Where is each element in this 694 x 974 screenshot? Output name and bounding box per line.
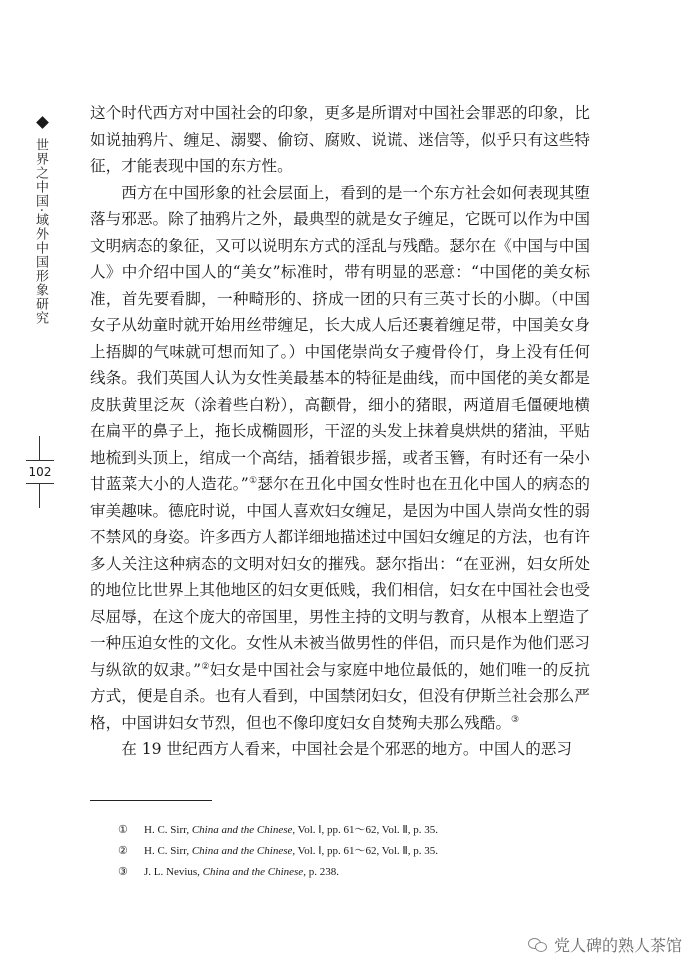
page-number-rule [26,460,54,461]
footnote-number: ③ [118,866,128,878]
body-text [90,100,590,763]
footnotes [118,820,598,883]
paragraph: 在 19 世纪西方人看来，中国社会是个邪恶的地方。中国人的恶习 [121,740,572,758]
section-marker-icon [36,116,49,129]
footnote-divider [90,800,212,801]
footnote-ref[interactable]: ③ [511,714,520,725]
watermark [528,933,682,956]
page-number-rule [39,484,40,508]
paragraph: 这个时代西方对中国社会的印象，更多是所谓对中国社会罪恶的印象，比如说抽鸦片、缠足、溺婴、偷窃、腐败、说谎、迷信等，似乎只有这些特征，才能表现中国的东方性。 [90,104,590,175]
footnote [118,820,598,841]
page-number-block [20,436,60,516]
footnote [118,862,598,883]
footnote-number: ② [118,845,128,857]
footnote [118,841,598,862]
watermark-text: 党人碑的熟人茶馆 [553,936,682,955]
wechat-icon [528,937,548,953]
footnote-text: J. L. Nevius, China and the Chinese, p. 238. [144,866,339,878]
page-number-rule [39,436,40,460]
footnote-ref[interactable]: ① [248,475,258,486]
footnote-text: H. C. Sirr, China and the Chinese, Vol. Ⅰ, pp. 61～62, Vol. Ⅱ, p. 35. [144,845,439,857]
footnote-number: ① [118,824,128,836]
footnote-text: H. C. Sirr, China and the Chinese, Vol. Ⅰ, pp. 61～62, Vol. Ⅱ, p. 35. [144,824,439,836]
page-number: 102 [28,465,52,479]
footnote-ref[interactable]: ② [201,661,210,672]
page-number-rule [26,483,54,484]
paragraph: 西方在中国形象的社会层面上，看到的是一个东方社会如何表现其堕落与邪恶。除了抽鸦片之外，最典型的就是女子缠足，它既可以作为中国文明病态的象征，又可以说明东方式的淫乱与残酷。瑟尔在《中国与中国人》中介绍中国人的“美女”标准时，带有明显的恶意：“中国佬的美女标准，首先要看脚，一种畸形的、挤成一团的只有三英寸长的小脚。（中国女子从幼童时就开始用丝带缠足，长大成人后还裹着缠足带，中国美女身上捂脚的气味就可想而知了。）中国佬崇尚女子瘦骨伶仃，身上没有任何线条。我们英国人认为女性美最基本的特征是曲线，而中国佬的美女都是皮肤黄里泛灰（涂着些白粉），高颧骨，细小的猪眼，两道眉毛僵硬地横在扁平的鼻子上，拖长成椭圆形，干涩的头发上抹着臭烘烘的猪油，平贴地梳到头顶上，绾成一个高结，插着银步摇，或者玉簪，有时还有一朵小甘蓝菜大小的人造花。”①瑟尔在丑化中国女性时也在丑化中国人的病态的审美趣味。德庇时说，中国人喜欢妇女缠足，是因为中国人崇尚女性的弱不禁风的身姿。许多西方人都详细地描述过中国妇女缠足的方法，也有许多人关注这种病态的文明对妇女的摧残。瑟尔指出：“在亚洲，妇女所处的地位比世界上其他地区的妇女更低贱，我们相信，妇女在中国社会也受尽屈辱，在这个庞大的帝国里，男性主持的文明与教育，从根本上塑造了一种压迫女性的文化。女性从未被当做男性的伴侣，而只是作为他们恶习与纵欲的奴隶。”②妇女是中国社会与家庭中地位最低的，她们唯一的反抗方式，便是自杀。也有人看到，中国禁闭妇女，但没有伊斯兰社会那么严格，中国讲妇女节烈，但也不像印度妇女自焚殉夫那么残酷。③ [90,183,590,732]
series-title: 世界之中国·域外中国形象研究 [33,138,48,326]
